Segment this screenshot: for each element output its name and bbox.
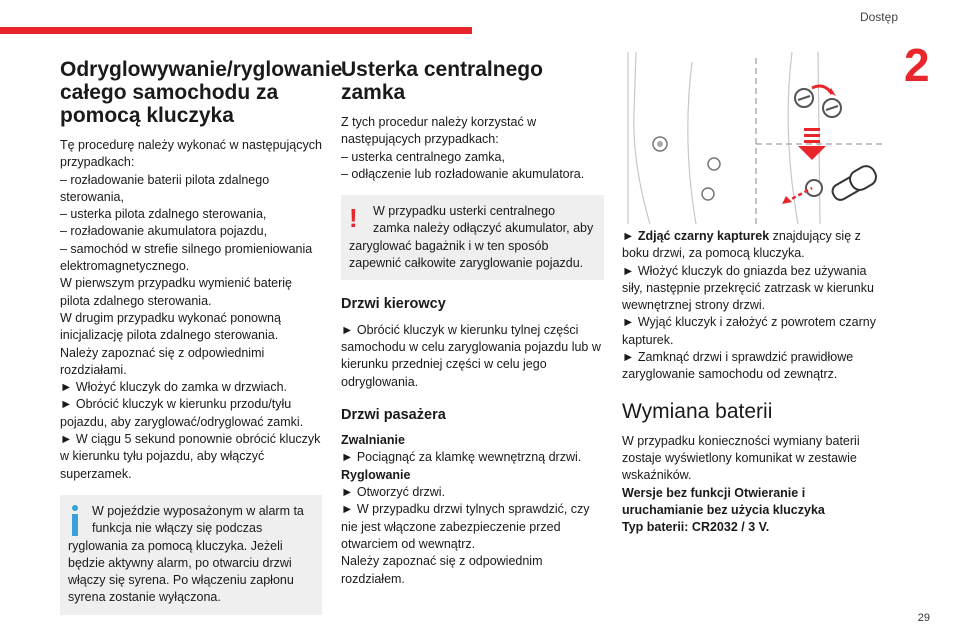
text-line: – rozładowanie baterii pilota zdalnego sterowania, [60, 172, 270, 204]
section-label: Dostęp [859, 10, 898, 24]
info-note-text: W pojeździe wyposażonym w alarm ta funkcja nie włączy się podczas ryglowania za pomocą kluczyka. Jeżeli będzie aktywny alarm, po otwarciu drzwi włączy się syrena. Po włączeniu zapłonu syrena zostanie wyłączona. [68, 503, 304, 605]
step-line: ► Włożyć kluczyk do zamka w drzwiach. [60, 380, 288, 395]
step-line: ► Obrócić kluczyk w kierunku tylnej części samochodu w celu zaryglowania pojazdu lub w kierunku przedniej części w celu jego odryglowania. [341, 322, 601, 389]
step-line: ► Zamknąć drzwi i sprawdzić prawidłowe zaryglowanie samochodu od zewnątrz. [622, 350, 854, 382]
step1-bold: ► Zdjąć czarny kapturek [622, 229, 770, 243]
step-line: ► W ciągu 5 sekund ponownie obrócić kluczyk w kierunku tyłu pojazdu, aby włączyć superzamek. [60, 432, 321, 481]
column-2 [341, 58, 604, 588]
section-title-central-lock: Usterka centralnego zamka [341, 58, 543, 104]
battery-type: Typ baterii: CR2032 / 3 V. [622, 520, 770, 535]
warning-note-text: W przypadku usterki centralnego zamka należy odłączyć akumulator, aby zaryglować bagażnik i w ten sposób zapewnić całkowite zaryglowanie pojazdu. [349, 204, 594, 271]
chapter-number: 2 [904, 39, 930, 91]
label-lock: Ryglowanie [341, 467, 411, 482]
column-1 [60, 58, 343, 615]
label-unlock: Zwalnianie [341, 433, 405, 448]
text-line: Należy zapoznać się z odpowiednimi rozdziałami. [60, 345, 265, 377]
col1-body [60, 137, 322, 483]
info-icon [68, 505, 82, 535]
info-note [60, 495, 322, 615]
text-line: Tę procedurę należy wykonać w następujących przypadkach: [60, 138, 322, 170]
subheading-driver-door: Drzwi kierowcy [341, 296, 446, 313]
subheading-passenger-door: Drzwi pasażera [341, 406, 446, 423]
step-line: ► Obrócić kluczyk w kierunku przodu/tyłu pojazdu, aby zaryglować/odryglować zamki. [60, 397, 304, 429]
step-line: ► Otworzyć drzwi. [341, 485, 446, 500]
text-line: – usterka centralnego zamka, [341, 149, 505, 164]
text-line: Należy zapoznać się z odpowiednim rozdziałem. [341, 554, 543, 586]
door-lock-illustration [622, 52, 884, 224]
step-line: ► W przypadku drzwi tylnych sprawdzić, czy nie jest włączone zabezpieczenie przed otwarciem od wewnątrz. [341, 502, 590, 551]
warning-icon: ! [349, 203, 358, 234]
text-line: – rozładowanie akumulatora pojazdu, [60, 224, 268, 239]
text-line: W przypadku konieczności wymiany baterii zostaje wyświetlony komunikat w zestawie wskaźników. [622, 433, 860, 483]
text-line: W pierwszym przypadku wymienić baterię pilota zdalnego sterowania. [60, 276, 293, 308]
text-line: – samochód w strefie silnego promieniowania elektromagnetycznego. [60, 241, 313, 274]
step-line [622, 228, 884, 263]
step1-rest: znajdujący się z boku drzwi, za pomocą kluczyka. [622, 229, 861, 261]
page-number: 29 [917, 612, 930, 624]
column-3 [622, 228, 884, 536]
step-line: ► Włożyć kluczyk do gniazda bez używania siły, następnie przekręcić zatrzask w kierunku wewnętrznej strony drzwi. [622, 263, 874, 313]
version-note: Wersje bez funkcji Otwieranie i uruchamianie bez użycia kluczyka [622, 485, 825, 517]
step-line: ► Wyjąć kluczyk i założyć z powrotem czarny kapturek. [622, 315, 876, 347]
text-line: – odłączenie lub rozładowanie akumulatora. [341, 166, 585, 181]
section-title-battery: Wymiana baterii [622, 399, 773, 423]
top-accent-bar [0, 27, 472, 34]
text-line: W drugim przypadku wykonać ponowną inicjalizację pilota zdalnego sterowania. [60, 310, 281, 343]
text-line: Z tych procedur należy korzystać w następujących przypadkach: [341, 115, 537, 147]
section-title-unlock: Odryglowywanie/ryglowanie całego samochodu za pomocą kluczyka [60, 58, 343, 127]
step-line: ► Pociągnąć za klamkę wewnętrzną drzwi. [341, 450, 582, 465]
door-lock-diagram [622, 52, 884, 224]
warning-note [341, 195, 604, 280]
text-line: – usterka pilota zdalnego sterowania, [60, 207, 267, 222]
